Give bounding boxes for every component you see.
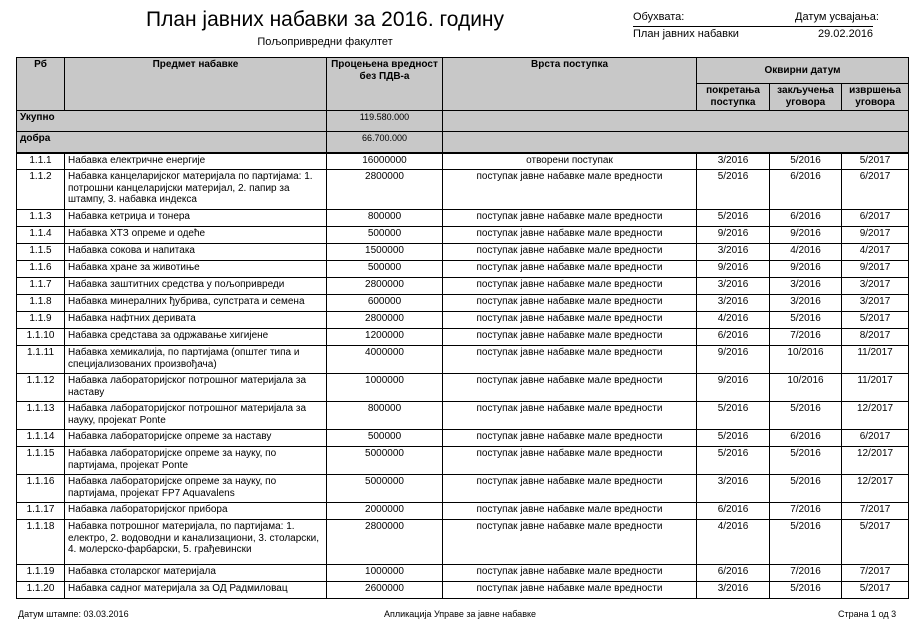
row-vrednost: 500000	[327, 227, 443, 244]
col-okvirni: Оквирни датум	[697, 58, 909, 84]
row-predmet: Набавка потрошног материјала, по партијама: 1. електро, 2. водоводни и канализациони, 3. столарски, 4. молерско-фарбарски, 5. грађевински	[65, 520, 327, 565]
row-izvrsenja: 6/2017	[842, 430, 909, 447]
table-row	[17, 295, 909, 312]
row-vrsta: поступак јавне набавке мале вредности	[443, 261, 697, 278]
row-izvrsenja: 5/2017	[842, 582, 909, 599]
row-izvrsenja: 11/2017	[842, 346, 909, 374]
row-pokretanja: 9/2016	[697, 227, 770, 244]
table-row	[17, 346, 909, 374]
row-predmet: Набавка лабораторијске опреме за науку, по партијама, пројекат Ponte	[65, 447, 327, 475]
row-predmet: Набавка хране за животиње	[65, 261, 327, 278]
col-izvrsenja: извршења уговора	[842, 84, 909, 111]
table-row	[17, 503, 909, 520]
row-vrsta: поступак јавне набавке мале вредности	[443, 565, 697, 582]
row-vrednost: 1000000	[327, 374, 443, 402]
document-title: План јавних набавки за 2016. годину	[145, 8, 505, 31]
row-izvrsenja: 12/2017	[842, 402, 909, 430]
table-row	[17, 170, 909, 210]
table-row	[17, 261, 909, 278]
datum-label: Датум усвајања:	[795, 11, 879, 23]
row-rb: 1.1.1	[17, 153, 65, 170]
row-rb: 1.1.17	[17, 503, 65, 520]
row-vrsta: поступак јавне набавке мале вредности	[443, 475, 697, 503]
row-zakljucenja: 10/2016	[770, 346, 842, 374]
row-vrsta: поступак јавне набавке мале вредности	[443, 582, 697, 599]
row-izvrsenja: 3/2017	[842, 295, 909, 312]
row-vrednost: 600000	[327, 295, 443, 312]
row-pokretanja: 5/2016	[697, 402, 770, 430]
table-row	[17, 520, 909, 565]
row-vrsta: поступак јавне набавке мале вредности	[443, 278, 697, 295]
row-vrednost: 4000000	[327, 346, 443, 374]
row-rb: 1.1.9	[17, 312, 65, 329]
row-zakljucenja: 4/2016	[770, 244, 842, 261]
table-row	[17, 153, 909, 170]
col-vrednost: Процењена вредност без ПДВ-а	[327, 58, 443, 111]
row-pokretanja: 5/2016	[697, 447, 770, 475]
row-zakljucenja: 6/2016	[770, 210, 842, 227]
row-zakljucenja: 5/2016	[770, 475, 842, 503]
row-zakljucenja: 5/2016	[770, 312, 842, 329]
row-predmet: Набавка лабораторијског потрошног материјала за науку, пројекат Ponte	[65, 402, 327, 430]
page-number: Страна 1 од 3	[838, 609, 897, 619]
row-predmet: Набавка лабораторијског прибора	[65, 503, 327, 520]
row-vrednost: 800000	[327, 402, 443, 430]
row-izvrsenja: 5/2017	[842, 153, 909, 170]
row-izvrsenja: 7/2017	[842, 565, 909, 582]
row-vrsta: отворени поступак	[443, 153, 697, 170]
row-izvrsenja: 12/2017	[842, 475, 909, 503]
row-izvrsenja: 7/2017	[842, 503, 909, 520]
summary-value: 119.580.000	[327, 111, 443, 132]
row-zakljucenja: 5/2016	[770, 447, 842, 475]
row-predmet: Набавка хемикалија, по партијама (општег типа и специјализованих произвођача)	[65, 346, 327, 374]
row-rb: 1.1.10	[17, 329, 65, 346]
row-zakljucenja: 9/2016	[770, 227, 842, 244]
table-row	[17, 475, 909, 503]
col-zakljucenja: закључења уговора	[770, 84, 842, 111]
obuhvata-label: Обухвата:	[633, 11, 685, 23]
row-pokretanja: 3/2016	[697, 295, 770, 312]
row-rb: 1.1.20	[17, 582, 65, 599]
row-pokretanja: 9/2016	[697, 346, 770, 374]
row-rb: 1.1.6	[17, 261, 65, 278]
row-rb: 1.1.19	[17, 565, 65, 582]
col-rb: Рб	[17, 58, 65, 111]
row-rb: 1.1.4	[17, 227, 65, 244]
table-row	[17, 227, 909, 244]
row-zakljucenja: 5/2016	[770, 520, 842, 565]
summary-value: 66.700.000	[327, 132, 443, 153]
row-vrednost: 2000000	[327, 503, 443, 520]
row-predmet: Набавка кетриџа и тонера	[65, 210, 327, 227]
row-izvrsenja: 9/2017	[842, 261, 909, 278]
row-rb: 1.1.18	[17, 520, 65, 565]
row-pokretanja: 4/2016	[697, 520, 770, 565]
row-izvrsenja: 11/2017	[842, 374, 909, 402]
row-zakljucenja: 7/2016	[770, 503, 842, 520]
col-pokretanja: покретања поступка	[697, 84, 770, 111]
row-vrsta: поступак јавне набавке мале вредности	[443, 447, 697, 475]
summary-filler	[443, 111, 909, 132]
row-vrednost: 16000000	[327, 153, 443, 170]
row-vrednost: 1200000	[327, 329, 443, 346]
row-vrsta: поступак јавне набавке мале вредности	[443, 503, 697, 520]
row-vrsta: поступак јавне набавке мале вредности	[443, 374, 697, 402]
row-pokretanja: 3/2016	[697, 153, 770, 170]
row-pokretanja: 5/2016	[697, 430, 770, 447]
procurement-table	[16, 57, 909, 599]
row-predmet: Набавка заштитних средства у пољопривреди	[65, 278, 327, 295]
row-vrsta: поступак јавне набавке мале вредности	[443, 430, 697, 447]
row-izvrsenja: 6/2017	[842, 210, 909, 227]
row-pokretanja: 3/2016	[697, 244, 770, 261]
print-date: Датум штампе: 03.03.2016	[18, 609, 129, 619]
row-rb: 1.1.14	[17, 430, 65, 447]
row-rb: 1.1.12	[17, 374, 65, 402]
table-row	[17, 312, 909, 329]
row-pokretanja: 5/2016	[697, 210, 770, 227]
row-rb: 1.1.5	[17, 244, 65, 261]
row-rb: 1.1.8	[17, 295, 65, 312]
row-vrsta: поступак јавне набавке мале вредности	[443, 244, 697, 261]
row-zakljucenja: 5/2016	[770, 402, 842, 430]
row-vrsta: поступак јавне набавке мале вредности	[443, 402, 697, 430]
faculty-subtitle: Пољопривредни факултет	[257, 36, 393, 48]
row-predmet: Набавка лабораторијске опреме за науку, по партијама, пројекат FP7 Aquavalens	[65, 475, 327, 503]
row-zakljucenja: 6/2016	[770, 430, 842, 447]
row-vrednost: 1000000	[327, 565, 443, 582]
row-rb: 1.1.11	[17, 346, 65, 374]
row-rb: 1.1.7	[17, 278, 65, 295]
row-zakljucenja: 7/2016	[770, 565, 842, 582]
row-zakljucenja: 10/2016	[770, 374, 842, 402]
row-vrednost: 5000000	[327, 447, 443, 475]
table-row	[17, 430, 909, 447]
row-vrsta: поступак јавне набавке мале вредности	[443, 329, 697, 346]
row-predmet: Набавка канцеларијског материјала по партијама: 1. потрошни канцеларијски материјал, 2. папир за штампу, 3. набавка индекса	[65, 170, 327, 210]
table-row	[17, 447, 909, 475]
row-izvrsenja: 12/2017	[842, 447, 909, 475]
table-row	[17, 402, 909, 430]
row-vrednost: 500000	[327, 430, 443, 447]
row-pokretanja: 6/2016	[697, 565, 770, 582]
row-pokretanja: 3/2016	[697, 475, 770, 503]
row-zakljucenja: 3/2016	[770, 278, 842, 295]
row-izvrsenja: 6/2017	[842, 170, 909, 210]
row-izvrsenja: 8/2017	[842, 329, 909, 346]
row-vrsta: поступак јавне набавке мале вредности	[443, 346, 697, 374]
app-name: Апликација Управе за јавне набавке	[384, 609, 537, 619]
row-predmet: Набавка нафтних деривата	[65, 312, 327, 329]
obuhvata-value: План јавних набавки	[633, 28, 739, 40]
row-vrednost: 500000	[327, 261, 443, 278]
row-izvrsenja: 5/2017	[842, 312, 909, 329]
row-vrsta: поступак јавне набавке мале вредности	[443, 295, 697, 312]
summary-filler	[443, 132, 909, 153]
table-row	[17, 582, 909, 599]
row-pokretanja: 3/2016	[697, 582, 770, 599]
row-zakljucenja: 5/2016	[770, 582, 842, 599]
row-predmet: Набавка лабораторијске опреме за наставу	[65, 430, 327, 447]
row-predmet: Набавка столарског материјала	[65, 565, 327, 582]
row-vrsta: поступак јавне набавке мале вредности	[443, 520, 697, 565]
row-vrednost: 2600000	[327, 582, 443, 599]
table-row	[17, 565, 909, 582]
summary-label: добра	[17, 132, 327, 153]
row-pokretanja: 4/2016	[697, 312, 770, 329]
row-vrsta: поступак јавне набавке мале вредности	[443, 312, 697, 329]
row-pokretanja: 3/2016	[697, 278, 770, 295]
row-predmet: Набавка ХТЗ опреме и одеће	[65, 227, 327, 244]
row-pokretanja: 6/2016	[697, 503, 770, 520]
table-row	[17, 210, 909, 227]
summary-row-total	[17, 111, 909, 132]
row-vrednost: 2800000	[327, 520, 443, 565]
row-rb: 1.1.16	[17, 475, 65, 503]
row-zakljucenja: 5/2016	[770, 153, 842, 170]
table-row	[17, 244, 909, 261]
row-vrednost: 2800000	[327, 312, 443, 329]
row-vrsta: поступак јавне набавке мале вредности	[443, 227, 697, 244]
row-rb: 1.1.3	[17, 210, 65, 227]
summary-row-dobra	[17, 132, 909, 153]
row-zakljucenja: 7/2016	[770, 329, 842, 346]
row-vrednost: 5000000	[327, 475, 443, 503]
table-row	[17, 278, 909, 295]
row-vrednost: 2800000	[327, 170, 443, 210]
row-vrsta: поступак јавне набавке мале вредности	[443, 170, 697, 210]
row-predmet: Набавка минералних ђубрива, супстрата и семена	[65, 295, 327, 312]
row-izvrsenja: 5/2017	[842, 520, 909, 565]
obuhvata-underline	[633, 26, 873, 27]
row-vrednost: 2800000	[327, 278, 443, 295]
row-izvrsenja: 9/2017	[842, 227, 909, 244]
row-izvrsenja: 3/2017	[842, 278, 909, 295]
row-predmet: Набавка сокова и напитака	[65, 244, 327, 261]
row-predmet: Набавка лабораторијског потрошног материјала за наставу	[65, 374, 327, 402]
row-zakljucenja: 9/2016	[770, 261, 842, 278]
row-pokretanja: 6/2016	[697, 329, 770, 346]
row-pokretanja: 5/2016	[697, 170, 770, 210]
row-zakljucenja: 6/2016	[770, 170, 842, 210]
row-rb: 1.1.13	[17, 402, 65, 430]
row-zakljucenja: 3/2016	[770, 295, 842, 312]
row-pokretanja: 9/2016	[697, 374, 770, 402]
datum-value: 29.02.2016	[818, 28, 874, 40]
row-predmet: Набавка електричне енергије	[65, 153, 327, 170]
row-izvrsenja: 4/2017	[842, 244, 909, 261]
summary-label: Укупно	[17, 111, 327, 132]
row-vrsta: поступак јавне набавке мале вредности	[443, 210, 697, 227]
table-row	[17, 329, 909, 346]
col-predmet: Предмет набавке	[65, 58, 327, 111]
row-rb: 1.1.15	[17, 447, 65, 475]
row-predmet: Набавка средстава за одржавање хигијене	[65, 329, 327, 346]
row-vrednost: 1500000	[327, 244, 443, 261]
row-predmet: Набавка садног материјала за ОД Радмиловац	[65, 582, 327, 599]
table-row	[17, 374, 909, 402]
row-rb: 1.1.2	[17, 170, 65, 210]
row-vrednost: 800000	[327, 210, 443, 227]
col-vrsta: Врста поступка	[443, 58, 697, 111]
row-pokretanja: 9/2016	[697, 261, 770, 278]
